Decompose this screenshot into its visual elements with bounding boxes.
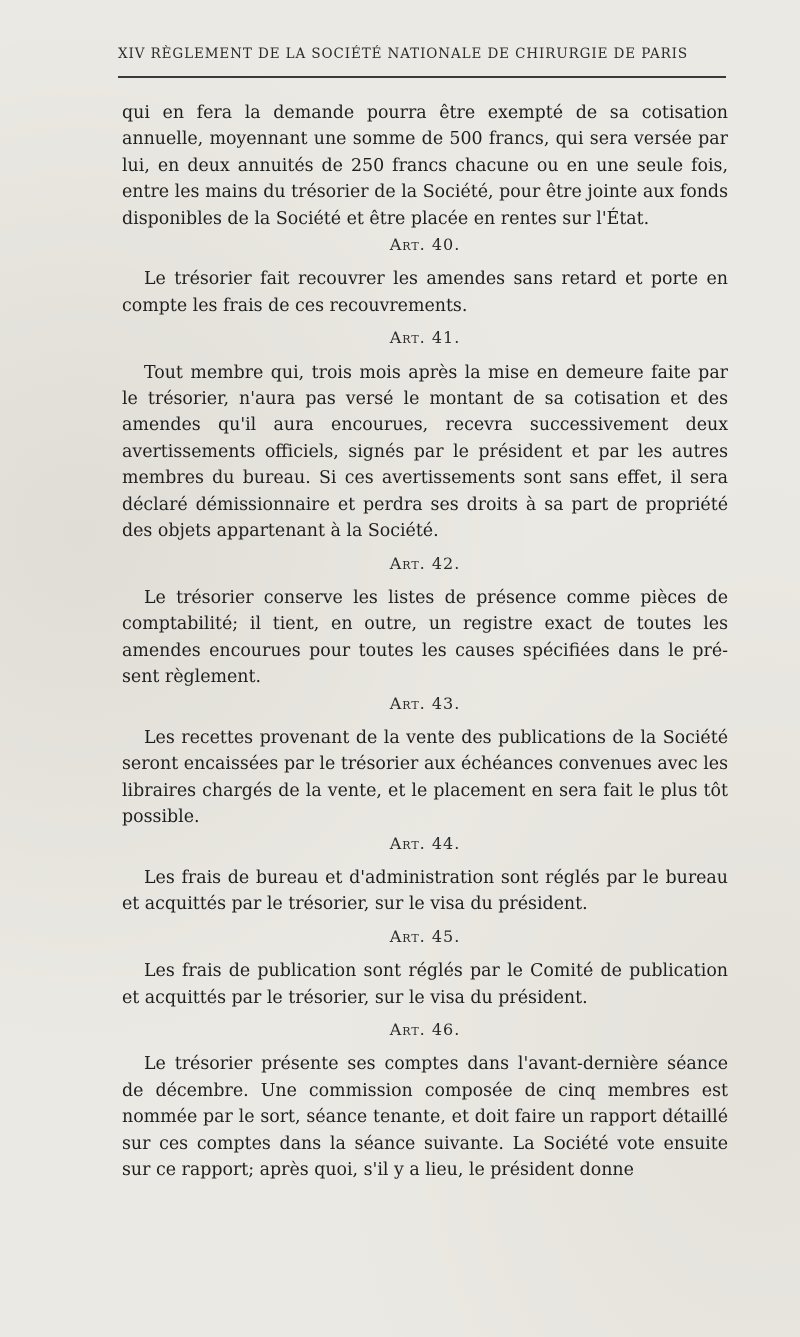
article-heading-45: Art. 45. (389, 926, 461, 946)
article-41-body: Tout membre qui, trois mois après la mise en demeure faite par le trésorier, n'aura pas versé le montant de sa cotisation et des amendes qu'il aura encourues, recevra successivement deux avertissements officiels, signés par le président et par les autres membres du bureau. Si ces avertissements sont sans effet, il sera déclaré démissionnaire et perdra ses droits à sa part de propriété des objets appartenant à la Société. (122, 362, 728, 542)
article-46-text (122, 1051, 728, 1183)
header-rule (118, 76, 726, 78)
article-44-body: Les frais de bureau et d'administration sont réglés par le bureau et acquittés par le trésorier, sur le visa du président. (122, 867, 728, 915)
article-40-text (122, 266, 728, 319)
article-42-body: Le trésorier conserve les listes de présence comme pièces de comptabilité; il tient, en outre, un registre exact de toutes les amendes encourues pour toutes les causes spécifiées dans le pré-sent règlement. (122, 587, 728, 688)
article-45-text (122, 958, 728, 1011)
article-40-body: Le trésorier fait recouvrer les amendes sans retard et porte en compte les frais de ces recouvrements. (122, 269, 728, 316)
article-heading-46: Art. 46. (389, 1020, 461, 1039)
article-heading-42: Art. 42. (389, 553, 461, 573)
paragraph-continued: qui en fera la demande pourra être exempté de sa cotisation annuelle, moyennant une somme de 500 francs, qui sera versée par lui, en deux annuités de 250 francs chacune ou en une seule fois, entre les mains du trésorier de la Société, pour être jointe aux fonds disponibles de la Société et être placée en rentes sur l'État. (122, 103, 728, 229)
article-43-body: Les recettes provenant de la vente des publications de la Société seront encaissées par le trésorier aux échéances convenues avec les libraires chargés de la vente, et le placement en sera fait le plus tôt possible. (122, 727, 728, 828)
article-heading-44: Art. 44. (389, 833, 461, 853)
article-43-text (122, 725, 728, 831)
article-41-text (122, 360, 728, 545)
article-42-text (122, 585, 728, 691)
article-heading-40: Art. 40. (389, 235, 461, 255)
page-body (122, 100, 728, 1183)
article-heading-43: Art. 43. (389, 693, 461, 713)
article-heading-41: Art. 41. (389, 328, 461, 348)
running-head: XIV RÈGLEMENT DE LA SOCIÉTÉ NATIONALE DE CHIRURGIE DE PARIS (118, 46, 689, 62)
article-45-body: Les frais de publication sont réglés par le Comité de publication et acquittés par le trésorier, sur le visa du président. (122, 961, 728, 1008)
article-46-body: Le trésorier présente ses comptes dans l'avant-dernière séance de décembre. Une commission composée de cinq membres est nommée par le sort, séance tenante, et doit faire un rapport détaillé sur ces comptes dans la séance suivante. La Société vote ensuite sur ce rapport; après quoi, s'il y a lieu, le président donne (122, 1054, 728, 1181)
article-44-text (122, 865, 728, 918)
